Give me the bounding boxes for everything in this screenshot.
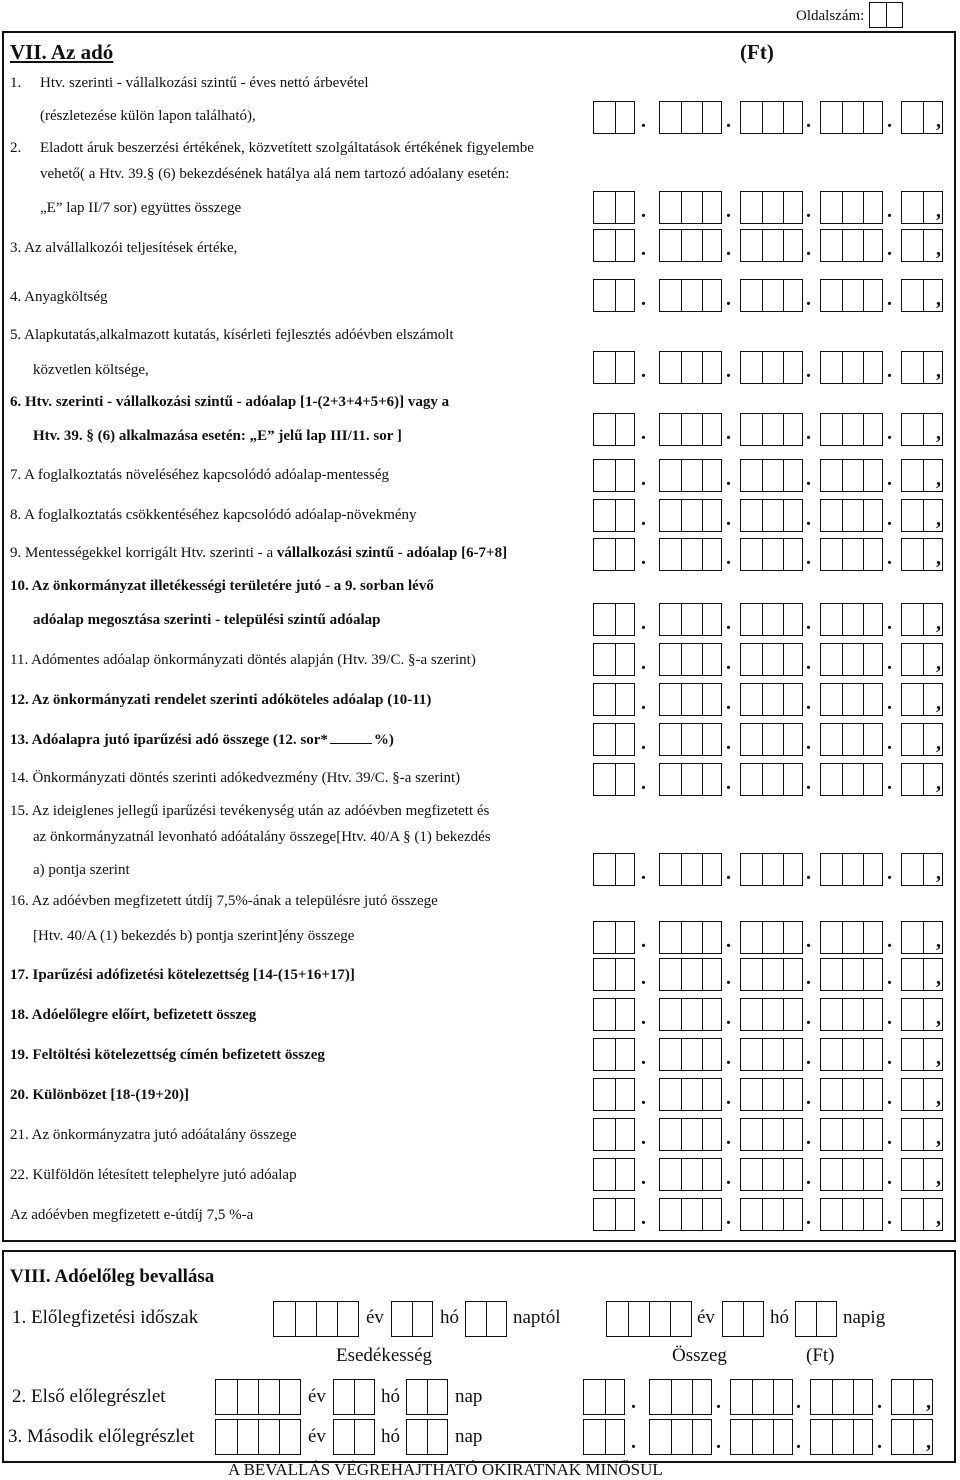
- amount-row-21-group-4[interactable]: [820, 1118, 883, 1151]
- amount-row-8-separator: ,: [936, 508, 941, 530]
- amount-row-20-separator: .: [641, 1087, 646, 1109]
- amount-row-19-separator: .: [641, 1047, 646, 1069]
- amount-row-21-separator: ,: [936, 1127, 941, 1149]
- s8-end-year-label: év: [697, 1307, 715, 1328]
- amount-row-7-separator: .: [726, 468, 731, 490]
- row-2-num: 2.: [10, 140, 22, 156]
- row-10-line-1: 10. Az önkormányzat illetékességi területére jutó - a 9. sorban lévő: [10, 578, 434, 594]
- row-20-label: 20. Különbözet [18-(19+20)]: [10, 1087, 189, 1103]
- amount-row-22-group-4[interactable]: [820, 1158, 883, 1191]
- row-4-label: 4. Anyagköltség: [10, 289, 108, 305]
- page-number-box[interactable]: [869, 2, 903, 28]
- amount-row-18-separator: .: [641, 1007, 646, 1029]
- amount-row-9-group-3[interactable]: [740, 538, 803, 571]
- installment-amount-1-separator: .: [877, 1391, 882, 1413]
- amount-row-9-group-4[interactable]: [820, 538, 883, 571]
- amount-row-8-separator: .: [641, 508, 646, 530]
- amount-row-1-separator: .: [887, 110, 892, 132]
- row-12-label: 12. Az önkormányzati rendelet szerinti adóköteles adóalap (10-11): [10, 692, 432, 708]
- amount-row-4-separator: .: [887, 288, 892, 310]
- amount-row-17-separator: .: [726, 967, 731, 989]
- amount-row-6-separator: .: [641, 422, 646, 444]
- amount-row-17-separator: .: [641, 967, 646, 989]
- amount-row-10-separator: .: [887, 612, 892, 634]
- amount-row-14-separator: .: [806, 772, 811, 794]
- amount-row-22-separator: .: [887, 1167, 892, 1189]
- amount-row-23-separator: .: [887, 1207, 892, 1229]
- amount-row-9-separator: .: [726, 547, 731, 569]
- s8-first-month-input[interactable]: [333, 1379, 375, 1415]
- amount-row-16-group-1[interactable]: [593, 921, 635, 954]
- amount-row-21-separator: .: [887, 1127, 892, 1149]
- amount-row-20-separator: ,: [936, 1087, 941, 1109]
- amount-row-6-group-4[interactable]: [820, 413, 883, 446]
- amount-row-16-separator: .: [641, 930, 646, 952]
- amount-row-13-group-2[interactable]: [659, 723, 722, 756]
- row-13-text: 13. Adóalapra jutó iparűzési adó összege (12. sor*: [10, 732, 328, 748]
- amount-row-23-separator: .: [641, 1207, 646, 1229]
- amount-row-1-separator: .: [806, 110, 811, 132]
- amount-row-9-separator: .: [887, 547, 892, 569]
- amount-row-10-separator: .: [806, 612, 811, 634]
- row-17-label: 17. Iparűzési adófizetési kötelezettség [14-(15+16+17)]: [10, 967, 355, 983]
- amount-row-16-separator: .: [887, 930, 892, 952]
- s8-start-year-label: év: [366, 1307, 384, 1328]
- section-7-title: VII. Az adó: [10, 40, 114, 64]
- amount-row-16-separator: .: [726, 930, 731, 952]
- row-13-percent: %): [373, 732, 394, 748]
- amount-row-12-group-4[interactable]: [820, 683, 883, 716]
- amount-row-7-separator: .: [641, 468, 646, 490]
- amount-row-12-separator: .: [726, 692, 731, 714]
- row-22-label: 22. Külföldön létesített telephelyre jutó adóalap: [10, 1167, 297, 1183]
- amount-row-18-separator: ,: [936, 1007, 941, 1029]
- amount-row-11-separator: ,: [936, 652, 941, 674]
- amount-row-23-separator: .: [806, 1207, 811, 1229]
- row-21-label: 21. Az önkormányzatra jutó adóátalány összege: [10, 1127, 297, 1143]
- s8-end-day-input[interactable]: [795, 1301, 837, 1337]
- amount-row-13-group-1[interactable]: [593, 723, 635, 756]
- installment-amount-1-separator: ,: [926, 1391, 931, 1413]
- row-11-label: 11. Adómentes adóalap önkormányzati döntés alapján (Htv. 39/C. §-a szerint): [10, 652, 476, 668]
- amount-row-12-separator: ,: [936, 692, 941, 714]
- amount-row-22-group-1[interactable]: [593, 1158, 635, 1191]
- amount-row-8-group-1[interactable]: [593, 499, 635, 532]
- amount-row-5-separator: .: [641, 360, 646, 382]
- s8-second-month-label: hó: [381, 1426, 400, 1447]
- amount-row-7-separator: .: [806, 468, 811, 490]
- amount-row-18-separator: .: [726, 1007, 731, 1029]
- amount-row-2-separator: .: [806, 200, 811, 222]
- s8-first-year-label: év: [308, 1386, 326, 1407]
- amount-row-12-separator: .: [641, 692, 646, 714]
- amount-row-8-group-4[interactable]: [820, 499, 883, 532]
- s8-start-month-label: hó: [440, 1307, 459, 1328]
- s8-to-label: napig: [843, 1307, 886, 1328]
- amount-row-1-group-3[interactable]: [740, 101, 803, 134]
- amount-row-12-group-2[interactable]: [659, 683, 722, 716]
- amount-row-17-group-4[interactable]: [820, 958, 883, 991]
- amount-row-1-group-2[interactable]: [659, 101, 722, 134]
- row-1-line-1: Htv. szerinti - vállalkozási szintű - éves nettó árbevétel: [40, 75, 369, 91]
- amount-row-19-separator: ,: [936, 1047, 941, 1069]
- s8-row-2-label: 2. Első előlegrészlet: [12, 1386, 166, 1407]
- row-9-label: [10, 545, 507, 562]
- row-14-label: 14. Önkormányzati döntés szerinti adókedvezmény (Htv. 39/C. §-a szerint): [10, 770, 461, 786]
- amount-row-10-group-4[interactable]: [820, 603, 883, 636]
- s8-start-year-input[interactable]: [273, 1301, 359, 1337]
- amount-row-15-separator: .: [887, 862, 892, 884]
- row-3-label: 3. Az alvállalkozói teljesítések értéke,: [10, 240, 238, 256]
- amount-row-10-separator: .: [726, 612, 731, 634]
- row-9-prefix: 9. Mentességekkel korrigált Htv. szerinti - a: [10, 545, 277, 561]
- installment-amount-2-separator: ,: [926, 1431, 931, 1453]
- amount-row-1-separator: ,: [936, 110, 941, 132]
- installment-amount-1-separator: .: [716, 1391, 721, 1413]
- amount-row-8-group-2[interactable]: [659, 499, 722, 532]
- amount-row-18-group-3[interactable]: [740, 998, 803, 1031]
- amount-row-11-group-3[interactable]: [740, 643, 803, 676]
- amount-row-4-group-2[interactable]: [659, 279, 722, 312]
- amount-row-14-group-3[interactable]: [740, 763, 803, 796]
- row-2-line-2: vehető( a Htv. 39.§ (6) bekezdésének hatálya alá nem tartozó adóalany esetén:: [40, 166, 510, 182]
- amount-row-7-group-3[interactable]: [740, 459, 803, 492]
- amount-row-13-separator: .: [806, 732, 811, 754]
- amount-row-9-separator: ,: [936, 547, 941, 569]
- amount-row-16-separator: .: [806, 930, 811, 952]
- amount-row-16-group-3[interactable]: [740, 921, 803, 954]
- amount-row-5-separator: .: [806, 360, 811, 382]
- row-2-line-3: „E” lap II/7 sor) együttes összege: [40, 200, 242, 216]
- amount-row-4-group-4[interactable]: [820, 279, 883, 312]
- amount-row-1-group-4[interactable]: [820, 101, 883, 134]
- amount-row-2-group-2[interactable]: [659, 191, 722, 224]
- amount-row-8-separator: .: [806, 508, 811, 530]
- amount-row-19-group-2[interactable]: [659, 1038, 722, 1071]
- amount-row-7-group-4[interactable]: [820, 459, 883, 492]
- s8-row-1-label: 1. Előlegfizetési időszak: [12, 1307, 199, 1328]
- amount-row-20-separator: .: [887, 1087, 892, 1109]
- amount-row-11-separator: .: [887, 652, 892, 674]
- amount-row-3-separator: .: [887, 238, 892, 260]
- amount-row-3-group-3[interactable]: [740, 229, 803, 262]
- amount-row-6-group-1[interactable]: [593, 413, 635, 446]
- amount-row-6-separator: .: [887, 422, 892, 444]
- amount-row-1-separator: .: [726, 110, 731, 132]
- amount-row-6-separator: ,: [936, 422, 941, 444]
- row-8-label: 8. A foglalkoztatás csökkentéséhez kapcsolódó adóalap-növekmény: [10, 507, 417, 523]
- amount-row-20-separator: .: [726, 1087, 731, 1109]
- amount-row-3-separator: ,: [936, 238, 941, 260]
- s8-second-day-input[interactable]: [406, 1419, 448, 1455]
- s8-end-month-input[interactable]: [722, 1301, 764, 1337]
- amount-row-4-separator: ,: [936, 288, 941, 310]
- amount-row-9-group-1[interactable]: [593, 538, 635, 571]
- amount-row-5-group-1[interactable]: [593, 351, 635, 384]
- amount-row-15-group-2[interactable]: [659, 853, 722, 886]
- amount-row-3-group-2[interactable]: [659, 229, 722, 262]
- amount-row-22-separator: .: [726, 1167, 731, 1189]
- amount-row-21-separator: .: [806, 1127, 811, 1149]
- s8-first-month-label: hó: [381, 1386, 400, 1407]
- amount-row-23-separator: ,: [936, 1207, 941, 1229]
- amount-row-23-group-4[interactable]: [820, 1198, 883, 1231]
- row-23-label: Az adóévben megfizetett e-útdíj 7,5 %-a: [10, 1207, 254, 1223]
- amount-row-8-group-3[interactable]: [740, 499, 803, 532]
- amount-row-20-separator: .: [806, 1087, 811, 1109]
- amount-row-17-group-2[interactable]: [659, 958, 722, 991]
- amount-row-11-group-1[interactable]: [593, 643, 635, 676]
- amount-row-8-separator: .: [726, 508, 731, 530]
- amount-row-14-separator: .: [887, 772, 892, 794]
- s8-currency-header: (Ft): [806, 1345, 835, 1366]
- amount-row-12-group-1[interactable]: [593, 683, 635, 716]
- amount-row-11-separator: .: [806, 652, 811, 674]
- amount-row-20-group-3[interactable]: [740, 1078, 803, 1111]
- s8-amount-header: Összeg: [672, 1345, 727, 1366]
- amount-row-21-separator: .: [641, 1127, 646, 1149]
- amount-row-10-separator: ,: [936, 612, 941, 634]
- s8-from-label: naptól: [513, 1307, 561, 1328]
- footer-note: A BEVALLÁS VÉGREHAJTHATÓ OKIRATNAK MINŐSÜL: [228, 1460, 663, 1479]
- amount-row-19-group-1[interactable]: [593, 1038, 635, 1071]
- installment-amount-1-separator: .: [631, 1391, 636, 1413]
- amount-row-2-separator: .: [887, 200, 892, 222]
- amount-row-2-separator: ,: [936, 200, 941, 222]
- s8-first-day-input[interactable]: [406, 1379, 448, 1415]
- amount-row-15-separator: ,: [936, 862, 941, 884]
- amount-row-8-separator: .: [887, 508, 892, 530]
- s8-row-3-label: 3. Második előlegrészlet: [8, 1426, 195, 1447]
- section-8-title: VIII. Adóelőleg bevallása: [10, 1266, 215, 1287]
- row-13-label: [10, 732, 394, 749]
- row-15-line-1: 15. Az ideiglenes jellegű iparűzési tevékenység után az adóévben megfizetett és: [10, 803, 490, 819]
- amount-row-1-separator: .: [641, 110, 646, 132]
- amount-row-6-group-2[interactable]: [659, 413, 722, 446]
- amount-row-10-group-2[interactable]: [659, 603, 722, 636]
- amount-row-4-separator: .: [641, 288, 646, 310]
- amount-row-14-group-1[interactable]: [593, 763, 635, 796]
- amount-row-16-group-2[interactable]: [659, 921, 722, 954]
- amount-row-21-group-1[interactable]: [593, 1118, 635, 1151]
- row-15-line-2: az önkormányzatnál levonható adóátalány összege[Htv. 40/A § (1) bekezdés: [33, 829, 491, 845]
- amount-row-18-group-4[interactable]: [820, 998, 883, 1031]
- amount-row-19-separator: .: [726, 1047, 731, 1069]
- amount-row-7-group-2[interactable]: [659, 459, 722, 492]
- row-9-bold-part: vállalkozási szintű - adóalap [6-7+8]: [276, 545, 508, 561]
- page-number-label: Oldalszám:: [796, 8, 865, 24]
- amount-row-16-separator: ,: [936, 930, 941, 952]
- amount-row-16-group-4[interactable]: [820, 921, 883, 954]
- amount-row-21-separator: .: [726, 1127, 731, 1149]
- amount-row-9-separator: .: [641, 547, 646, 569]
- amount-row-20-group-4[interactable]: [820, 1078, 883, 1111]
- amount-row-14-separator: .: [726, 772, 731, 794]
- amount-row-12-separator: .: [806, 692, 811, 714]
- amount-row-19-group-3[interactable]: [740, 1038, 803, 1071]
- amount-row-23-group-1[interactable]: [593, 1198, 635, 1231]
- amount-row-13-separator: .: [726, 732, 731, 754]
- amount-row-18-group-2[interactable]: [659, 998, 722, 1031]
- amount-row-3-separator: .: [726, 238, 731, 260]
- row-1-num: 1.: [10, 75, 22, 91]
- s8-second-day-label: nap: [455, 1426, 483, 1447]
- installment-amount-1-separator: .: [796, 1391, 801, 1413]
- amount-row-10-separator: .: [641, 612, 646, 634]
- row-6-line-1: 6. Htv. szerinti - vállalkozási szintű - adóalap [1-(2+3+4+5+6)] vagy a: [10, 394, 450, 410]
- row-1-line-2: (részletezése külön lapon található),: [40, 108, 256, 124]
- amount-row-9-separator: .: [806, 547, 811, 569]
- amount-row-15-group-4[interactable]: [820, 853, 883, 886]
- amount-row-2-group-1[interactable]: [593, 191, 635, 224]
- amount-row-2-separator: .: [641, 200, 646, 222]
- row-7-label: 7. A foglalkoztatás növeléséhez kapcsolódó adóalap-mentesség: [10, 467, 390, 483]
- amount-row-14-group-2[interactable]: [659, 763, 722, 796]
- s8-second-year-label: év: [308, 1426, 326, 1447]
- amount-row-6-group-3[interactable]: [740, 413, 803, 446]
- amount-row-15-group-3[interactable]: [740, 853, 803, 886]
- row-5-line-1: 5. Alapkutatás,alkalmazott kutatás, kísérleti fejlesztés adóévben elszámolt: [10, 327, 454, 343]
- amount-row-5-group-2[interactable]: [659, 351, 722, 384]
- s8-start-day-input[interactable]: [465, 1301, 507, 1337]
- amount-row-7-group-1[interactable]: [593, 459, 635, 492]
- amount-row-15-separator: .: [806, 862, 811, 884]
- amount-row-9-group-2[interactable]: [659, 538, 722, 571]
- amount-row-20-group-2[interactable]: [659, 1078, 722, 1111]
- amount-row-12-separator: .: [887, 692, 892, 714]
- row-5-line-2: közvetlen költsége,: [33, 362, 149, 378]
- installment-amount-2-separator: .: [716, 1431, 721, 1453]
- amount-row-17-separator: .: [806, 967, 811, 989]
- s8-end-month-label: hó: [770, 1307, 789, 1328]
- installment-amount-2-separator: .: [631, 1431, 636, 1453]
- amount-row-3-separator: .: [806, 238, 811, 260]
- amount-row-23-separator: .: [726, 1207, 731, 1229]
- s8-due-header: Esedékesség: [336, 1345, 433, 1366]
- amount-row-19-group-4[interactable]: [820, 1038, 883, 1071]
- amount-row-5-group-4[interactable]: [820, 351, 883, 384]
- row-2-line-1: Eladott áruk beszerzési értékének, közvetített szolgáltatások értékének figyelembe: [40, 140, 534, 156]
- s8-second-month-input[interactable]: [333, 1419, 375, 1455]
- amount-row-6-separator: .: [806, 422, 811, 444]
- amount-row-13-separator: ,: [936, 732, 941, 754]
- amount-row-13-separator: .: [641, 732, 646, 754]
- amount-row-23-group-2[interactable]: [659, 1198, 722, 1231]
- amount-row-3-group-4[interactable]: [820, 229, 883, 262]
- amount-row-2-group-4[interactable]: [820, 191, 883, 224]
- s8-second-year-input[interactable]: [215, 1419, 301, 1455]
- rate-blank[interactable]: [330, 743, 372, 744]
- s8-first-day-label: nap: [455, 1386, 483, 1407]
- amount-row-5-separator: .: [887, 360, 892, 382]
- row-10-line-2: adóalap megosztása szerinti - települési szintű adóalap: [33, 612, 381, 628]
- amount-row-19-separator: .: [887, 1047, 892, 1069]
- installment-amount-2-separator: .: [877, 1431, 882, 1453]
- row-19-label: 19. Feltöltési kötelezettség címén befizetett összeg: [10, 1047, 325, 1063]
- amount-row-13-group-3[interactable]: [740, 723, 803, 756]
- installment-amount-2-separator: .: [796, 1431, 801, 1453]
- amount-row-22-separator: .: [641, 1167, 646, 1189]
- amount-row-17-separator: ,: [936, 967, 941, 989]
- amount-row-22-separator: .: [806, 1167, 811, 1189]
- amount-row-4-separator: .: [726, 288, 731, 310]
- amount-row-7-separator: ,: [936, 468, 941, 490]
- amount-row-13-separator: .: [887, 732, 892, 754]
- amount-row-17-group-3[interactable]: [740, 958, 803, 991]
- row-18-label: 18. Adóelőlegre előírt, befizetett összeg: [10, 1007, 257, 1023]
- amount-row-15-separator: .: [641, 862, 646, 884]
- s8-start-month-input[interactable]: [391, 1301, 433, 1337]
- s8-end-year-input[interactable]: [606, 1301, 692, 1337]
- amount-row-22-group-3[interactable]: [740, 1158, 803, 1191]
- amount-row-22-separator: ,: [936, 1167, 941, 1189]
- amount-row-14-separator: ,: [936, 772, 941, 794]
- amount-row-10-group-3[interactable]: [740, 603, 803, 636]
- amount-row-12-group-3[interactable]: [740, 683, 803, 716]
- section-7-currency: (Ft): [740, 40, 774, 64]
- amount-row-17-separator: .: [887, 967, 892, 989]
- amount-row-3-group-1[interactable]: [593, 229, 635, 262]
- amount-row-11-group-2[interactable]: [659, 643, 722, 676]
- amount-row-1-group-1[interactable]: [593, 101, 635, 134]
- amount-row-21-group-3[interactable]: [740, 1118, 803, 1151]
- amount-row-13-group-4[interactable]: [820, 723, 883, 756]
- amount-row-17-group-1[interactable]: [593, 958, 635, 991]
- amount-row-18-separator: .: [806, 1007, 811, 1029]
- amount-row-21-group-2[interactable]: [659, 1118, 722, 1151]
- amount-row-5-group-3[interactable]: [740, 351, 803, 384]
- row-16-line-1: 16. Az adóévben megfizetett útdíj 7,5%-ának a településre jutó összege: [10, 893, 438, 909]
- row-16-line-2: [Htv. 40/A (1) bekezdés b) pontja szerint]ény összege: [33, 928, 355, 944]
- amount-row-18-group-1[interactable]: [593, 998, 635, 1031]
- s8-first-year-input[interactable]: [215, 1379, 301, 1415]
- amount-row-19-separator: .: [806, 1047, 811, 1069]
- amount-row-4-separator: .: [806, 288, 811, 310]
- amount-row-14-separator: .: [641, 772, 646, 794]
- row-6-line-2: Htv. 39. § (6) alkalmazása esetén: „E” jelű lap III/11. sor ]: [33, 428, 402, 444]
- amount-row-10-group-1[interactable]: [593, 603, 635, 636]
- amount-row-15-separator: .: [726, 862, 731, 884]
- amount-row-4-group-3[interactable]: [740, 279, 803, 312]
- amount-row-2-group-3[interactable]: [740, 191, 803, 224]
- amount-row-6-separator: .: [726, 422, 731, 444]
- amount-row-2-separator: .: [726, 200, 731, 222]
- amount-row-3-separator: .: [641, 238, 646, 260]
- amount-row-23-group-3[interactable]: [740, 1198, 803, 1231]
- amount-row-5-separator: .: [726, 360, 731, 382]
- amount-row-20-group-1[interactable]: [593, 1078, 635, 1111]
- amount-row-7-separator: .: [887, 468, 892, 490]
- amount-row-18-separator: .: [887, 1007, 892, 1029]
- amount-row-11-separator: .: [726, 652, 731, 674]
- amount-row-15-group-1[interactable]: [593, 853, 635, 886]
- amount-row-11-separator: .: [641, 652, 646, 674]
- row-15-line-3: a) pontja szerint: [33, 862, 130, 878]
- amount-row-22-group-2[interactable]: [659, 1158, 722, 1191]
- amount-row-5-separator: ,: [936, 360, 941, 382]
- amount-row-4-group-1[interactable]: [593, 279, 635, 312]
- amount-row-14-group-4[interactable]: [820, 763, 883, 796]
- amount-row-11-group-4[interactable]: [820, 643, 883, 676]
